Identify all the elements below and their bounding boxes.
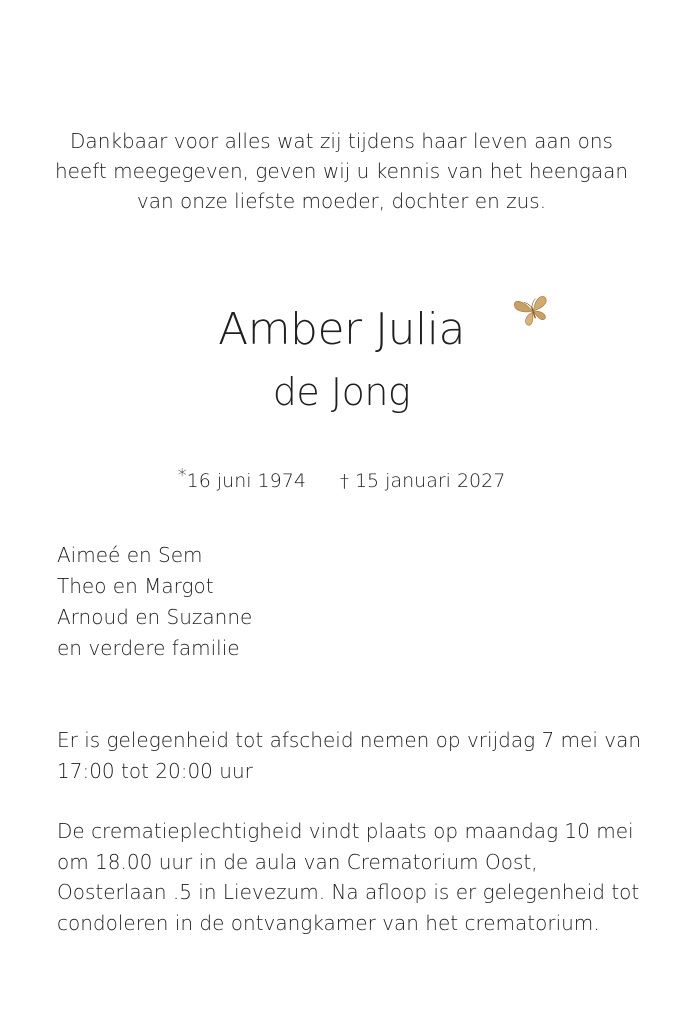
family-line: Arnoud en Suzanne [57, 605, 253, 629]
birth-symbol: * [177, 465, 187, 486]
intro-line: van onze liefste moeder, dochter en zus. [136, 189, 547, 213]
ceremony-paragraph [57, 816, 640, 938]
intro-line: Dankbaar voor alles wat zij tijdens haar leven aan ons [70, 129, 613, 153]
death-date: 15 januari 2027 [354, 470, 506, 492]
family-line: en verdere familie [57, 636, 240, 660]
intro-line: heeft meegegeven, geven wij u kennis van het heengaan [54, 159, 629, 183]
life-dates [0, 466, 683, 497]
family-list [57, 540, 252, 664]
farewell-line: Er is gelegenheid tot afscheid nemen op vrijdag 7 mei van [57, 728, 641, 752]
family-line: Aimeé en Sem [57, 543, 203, 567]
family-line: Theo en Margot [57, 574, 214, 598]
intro-text [50, 126, 633, 216]
ceremony-line: om 18.00 uur in de aula van Crematorium Oost, [57, 849, 538, 874]
ceremony-line: condoleren in de ontvangkamer van het crematorium. [57, 910, 600, 935]
farewell-paragraph [57, 725, 641, 786]
deceased-first-names: Amber Julia [218, 304, 465, 355]
birth-date: 16 juni 1974 [186, 470, 306, 492]
farewell-line: 17:00 tot 20:00 uur [57, 758, 253, 783]
deceased-surname: de Jong [272, 370, 411, 414]
ceremony-line: De crematieplechtigheid vindt plaats op maandag 10 mei [57, 819, 634, 843]
death-symbol: † [339, 471, 349, 492]
ceremony-line: Oosterlaan .5 in Lievezum. Na afloop is er gelegenheid tot [57, 880, 640, 904]
